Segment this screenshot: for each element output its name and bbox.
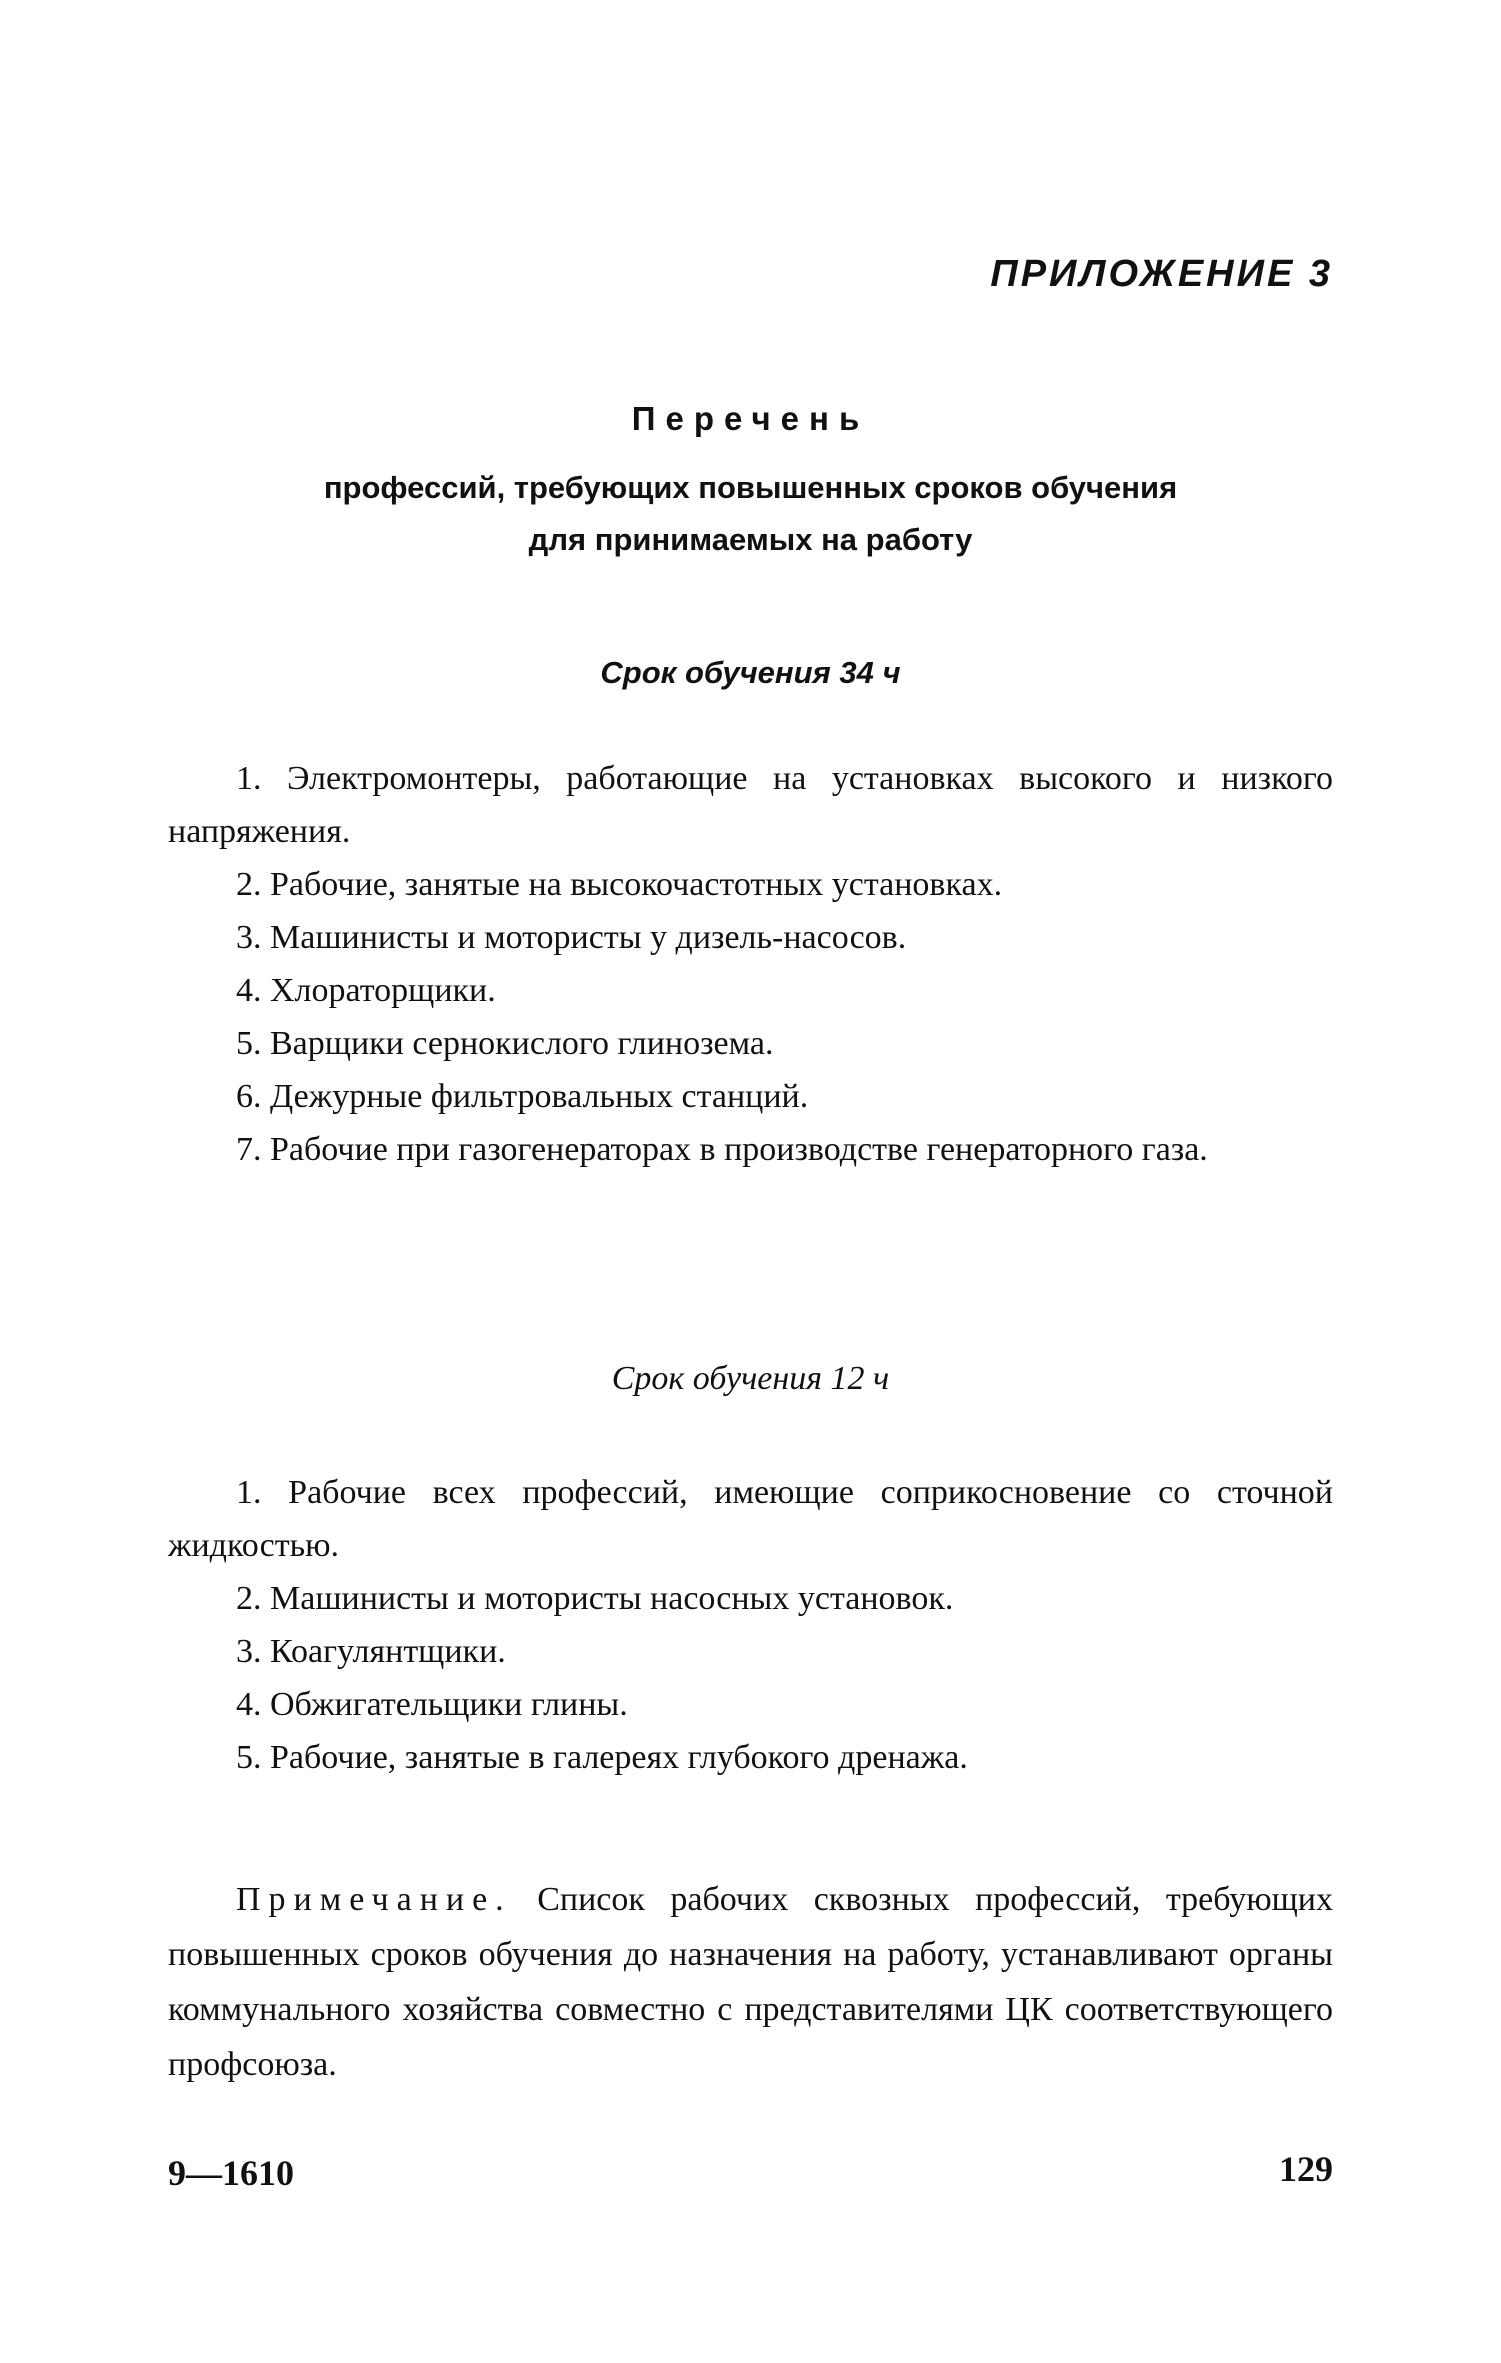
list-item: 7. Рабочие при газогенераторах в производстве генераторного газа. xyxy=(236,1131,1208,1168)
list-item: 4. Хлораторщики. xyxy=(236,972,496,1009)
note-label: Примечание. xyxy=(236,1881,512,1918)
page-number: 129 xyxy=(1279,2149,1333,2189)
section-heading-34h: Срок обучения 34 ч xyxy=(600,655,901,690)
list-item: 1. Электромонтеры, работающие на установках высокого и низкого напряжения. xyxy=(168,760,1333,850)
document-subtitle-line: для принимаемых на работу xyxy=(528,522,973,557)
document-subtitle-line: профессий, требующих повышенных сроков обучения xyxy=(323,470,1178,505)
list-item: 2. Машинисты и мотористы насосных установок. xyxy=(236,1580,954,1617)
profession-list-34h xyxy=(168,752,1333,1176)
appendix-label: ПРИЛОЖЕНИЕ 3 xyxy=(990,253,1333,295)
list-item: 1. Рабочие всех профессий, имеющие соприкосновение со сточной жидкостью. xyxy=(168,1474,1333,1564)
profession-list-12h xyxy=(168,1466,1333,1784)
printer-signature: 9—1610 xyxy=(168,2153,294,2193)
note-paragraph xyxy=(168,1872,1333,2092)
note-text: Список рабочих сквозных профессий, требующих повышенных сроков обучения до назначения на работу, устанавливают органы коммунального хозяйства совместно с представителями ЦК соответствующего профсоюза. xyxy=(168,1881,1334,2083)
list-item: 4. Обжигательщики глины. xyxy=(236,1686,628,1723)
section-heading-12h: Срок обучения 12 ч xyxy=(611,1360,890,1397)
list-item: 3. Машинисты и мотористы у дизель-насосов. xyxy=(236,919,907,956)
list-item: 2. Рабочие, занятые на высокочастотных установках. xyxy=(236,866,1003,903)
list-item: 5. Варщики сернокислого глинозема. xyxy=(236,1025,774,1062)
list-item: 6. Дежурные фильтровальных станций. xyxy=(236,1078,809,1115)
document-title: Перечень xyxy=(631,400,870,437)
list-item: 3. Коагулянтщики. xyxy=(236,1633,506,1670)
list-item: 5. Рабочие, занятые в галереях глубокого дренажа. xyxy=(236,1739,968,1776)
